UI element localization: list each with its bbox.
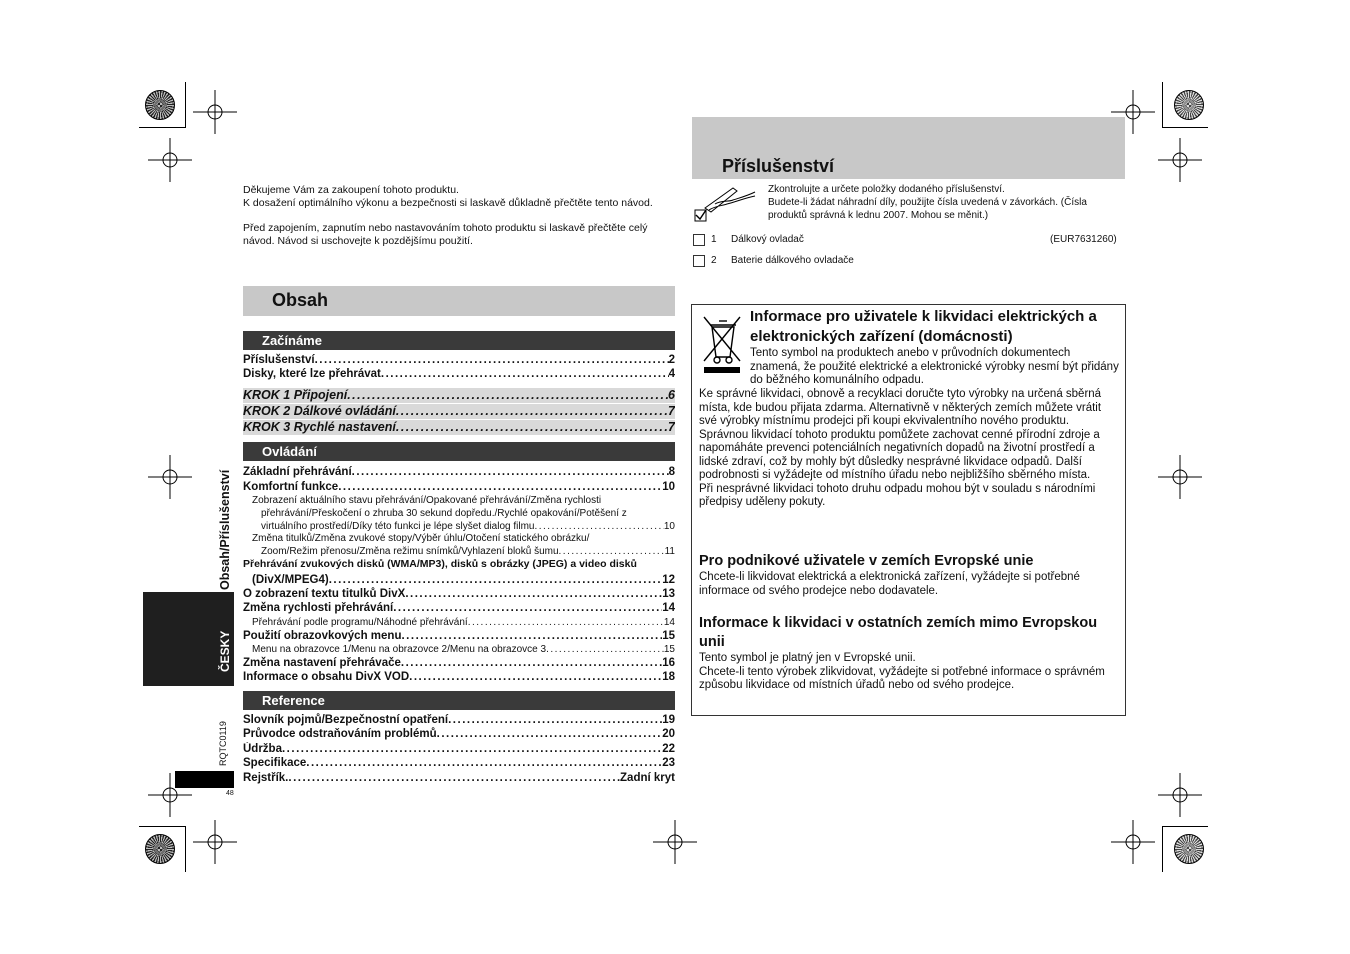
toc-entry[interactable]: Slovník pojmů/Bezpečnostní opatření ..... 19 — [243, 713, 675, 727]
language-label: ČESKY — [218, 630, 232, 672]
toc-entry[interactable]: Základní přehrávání ..... 8 — [243, 465, 675, 479]
toc-title-band — [243, 286, 675, 316]
toc-entry[interactable]: Specifikace ..... 23 — [243, 756, 675, 770]
toc-subentry[interactable]: Menu na obrazovce 1/Menu na obrazovce 2/Menu na obrazovce 3 ..... 15 — [252, 643, 675, 657]
toc-subentry-text: Zobrazení aktuálního stavu přehrávání/Opakované přehrávání/Změna rychlosti — [252, 495, 602, 506]
toc-entry[interactable]: Příslušenství ..... 2 — [243, 353, 675, 367]
toc-entry[interactable]: (DivX/MPEG4) ..... 12 — [252, 573, 675, 587]
toc-subentry[interactable]: virtuálního prostředí/Díky této funkci je lépe slyšet dialog filmu ..... 10 — [261, 520, 675, 534]
toc-entry[interactable]: Použití obrazovkových menu ..... 15 — [243, 629, 675, 643]
business-heading: Pro podnikové uživatele v zemích Evropské unie — [699, 553, 1034, 569]
other-countries-text: Tento symbol je platný jen v Evropské unii. — [699, 652, 916, 664]
page-number-bar — [175, 771, 234, 788]
toc-subentry-text: Změna titulků/Změna zvukové stopy/Výběr úhlu/Otočení statického obrázku/ — [252, 533, 590, 544]
page-number: 48 — [226, 790, 234, 797]
toc-entry-text: Přehrávání zvukových disků (WMA/MP3), disků s obrázky (JPEG) a video disků — [243, 558, 637, 570]
item-number: 1 — [711, 234, 717, 245]
intro-before-use: Před zapojením, zapnutím nebo nastavováním tohoto produktu si laskavě přečtěte celý návod. Návod si uschovejte k pozdějšímu použití. — [243, 222, 648, 247]
disposal-text: Ke správné likvidaci, obnově a recyklaci doručte tyto výrobky na určená sběrná místa, kde budou přijata zdarma. Alternativně v některých zemích můžete vrátit své výrobky místnímu prodejci při koupi ekvivalentního nového produktu. — [699, 388, 1102, 427]
section-header-start: Začínáme — [243, 331, 675, 350]
disposal-info-box — [691, 304, 1126, 716]
document-code: RQTC0119 — [218, 721, 228, 766]
toc-entry[interactable]: Průvodce odstraňováním problémů ..... 20 — [243, 727, 675, 741]
item-checkbox[interactable] — [693, 255, 705, 267]
side-vertical-title: Obsah/Příslušenství — [218, 469, 232, 590]
toc-entry[interactable]: Změna rychlosti přehrávání ..... 14 — [243, 601, 675, 615]
toc-entry[interactable]: Změna nastavení přehrávače ..... 16 — [243, 656, 675, 670]
accessories-title: Příslušenství — [722, 156, 835, 176]
disposal-heading: Informace pro uživatele k likvidaci elektrických a elektronických zařízení (domácnosti) — [750, 308, 1097, 345]
toc-entry[interactable]: Komfortní funkce ..... 10 — [243, 480, 675, 494]
toc-entry[interactable]: Rejstřík. ..... Zadní kryt — [243, 771, 675, 785]
toc-entry[interactable]: Disky, které lze přehrávat ..... 4 — [243, 367, 675, 381]
disposal-text: Při nesprávné likvidaci tohoto druhu odpadu mohou být v souladu s národními předpisy uděleny pokuty. — [699, 482, 1096, 508]
toc-subentry-text: přehrávání/Přeskočení o zhruba 30 sekund dopředu./Rychlé opakování/Potěšení z — [261, 508, 627, 519]
item-number: 2 — [711, 255, 717, 266]
toc-subentry[interactable]: Přehrávání podle programu/Náhodné přehrávání ..... 14 — [252, 616, 675, 630]
other-countries-text: Chcete-li tento výrobek zlikvidovat, vyžádejte si potřebné informace o správném způsobu likvidace od místních úřadů nebo od svého prodejce. — [699, 665, 1105, 691]
section-header-reference: Reference — [243, 691, 675, 710]
check-hand-icon — [693, 182, 759, 224]
toc-step-entry[interactable]: KROK 1 Připojení ..... 6 — [243, 388, 675, 403]
item-name: Baterie dálkového ovladače — [731, 255, 854, 266]
item-checkbox[interactable] — [693, 234, 705, 246]
item-name: Dálkový ovladač — [731, 234, 804, 245]
toc-subentry[interactable]: Zoom/Režim přenosu/Změna režimu snímků/Vyhlazení bloků šumu ..... 11 — [261, 545, 675, 559]
toc-entry[interactable]: O zobrazení textu titulků DivX ..... 13 — [243, 587, 675, 601]
disposal-symbol-text: Tento symbol na produktech anebo v průvodních dokumentech znamená, že použité elektrické a elektronické výrobky nesmí být přidány do běžného komunálního odpadu. — [750, 347, 1119, 386]
accessories-note: Zkontrolujte a určete položky dodaného příslušenství. Budete-li žádat náhradní díly, použijte čísla uvedená v závorkách. (Čísla produktů správná k lednu 2007. Mohou se měnit.) — [768, 184, 1087, 221]
intro-text — [243, 184, 675, 260]
toc-title: Obsah — [272, 290, 329, 310]
business-text: Chcete-li likvidovat elektrická a elektronická zařízení, vyžádejte si potřebné informace od svého prodejce nebo dodavatele. — [699, 571, 1080, 597]
toc-entry[interactable]: Informace o obsahu DivX VOD ..... 18 — [243, 670, 675, 684]
item-code: (EUR7631260) — [1050, 234, 1117, 245]
section-header-operation: Ovládání — [243, 442, 675, 461]
intro-thanks: Děkujeme Vám za zakoupení tohoto produktu. — [243, 184, 459, 196]
crossed-bin-icon — [702, 313, 742, 373]
accessories-title-band — [692, 117, 1125, 179]
toc-step-entry[interactable]: KROK 2 Dálkové ovládání ..... 7 — [243, 404, 675, 419]
intro-read: K dosažení optimálního výkonu a bezpečnosti si laskavě důkladně přečtěte tento návod. — [243, 197, 653, 209]
toc-step-entry[interactable]: KROK 3 Rychlé nastavení ..... 7 — [243, 420, 675, 435]
disposal-text: Správnou likvidací tohoto produktu pomůžete zachovat cenné přírodní zdroje a napomáháte prevenci potenciálních negativních dopadů na životní prostředí a lidské zdraví, což by mohly být důsledky nesprávné likvidace odpadů. Další podrobnosti si vyžádejte od místního úřadu nebo nejbližšího sběrného místa. — [699, 428, 1100, 481]
other-countries-heading: Informace k likvidaci v ostatních zemích mimo Evropskou unii — [699, 615, 1098, 650]
toc-entry[interactable]: Údržba ..... 22 — [243, 742, 675, 756]
